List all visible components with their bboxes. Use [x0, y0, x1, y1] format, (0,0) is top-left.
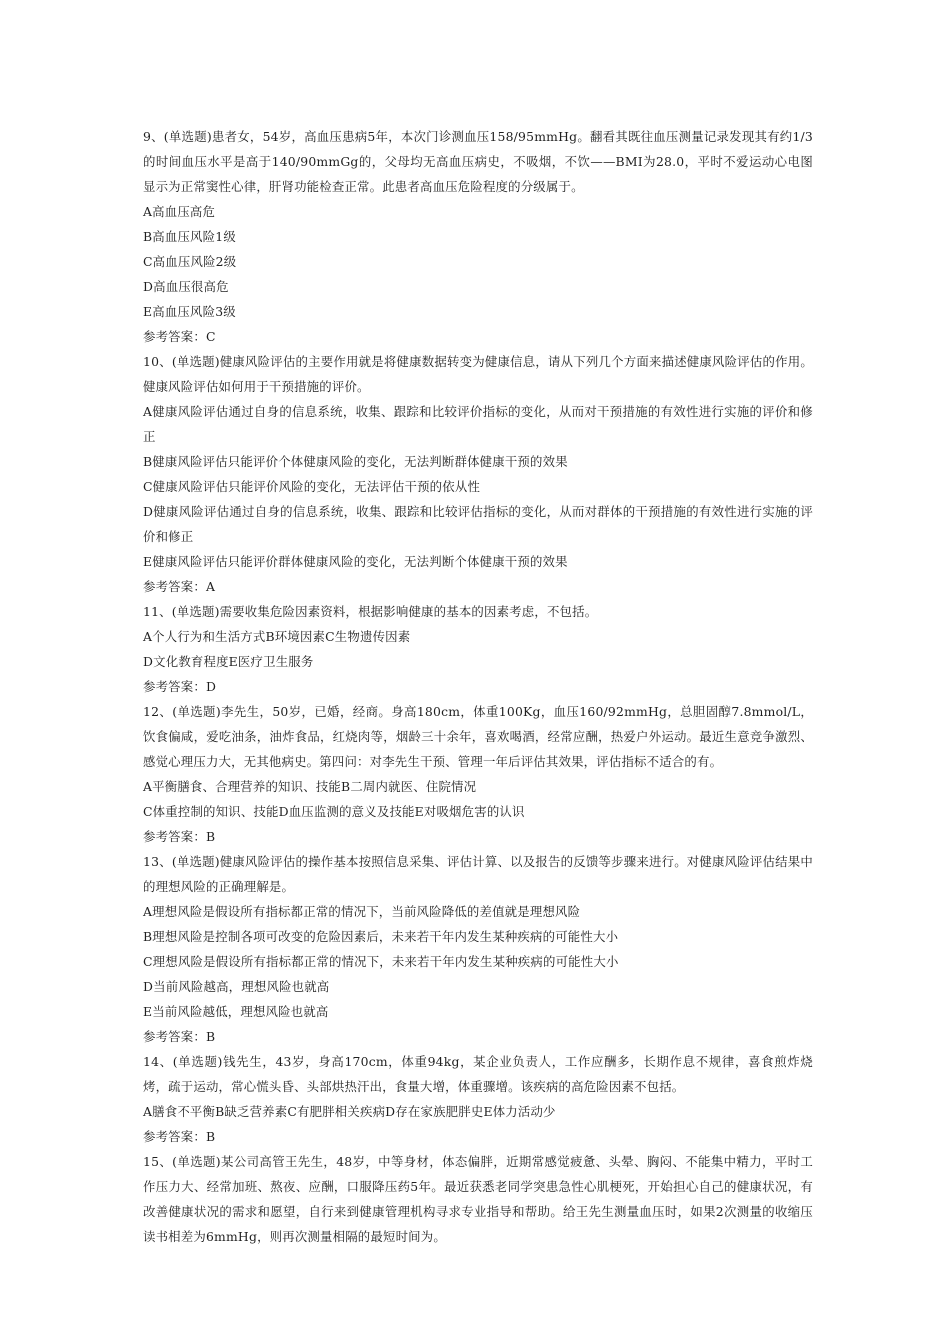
reference-answer: 参考答案：C	[143, 329, 216, 344]
reference-answer: 参考答案：A	[143, 579, 216, 594]
question-stem: 15、(单选题)某公司高管王先生，48岁，中等身材，体态偏胖，近期常感觉疲惫、头晕、胸闷、不能集中精力，平时工作压力大、经常加班、熬夜、应酬，口服降压药5年。最近获悉老同学突患急性心肌梗死，开始担心自己的健康状况，有改善健康状况的需求和愿望，自行来到健康管理机构寻求专业指导和帮助。给王先生测量血压时，如果2次测量的收缩压读书相差为6mmHg，则再次测量相隔的最短时间为。	[143, 1154, 813, 1244]
question-9	[143, 124, 813, 349]
option-a: A健康风险评估通过自身的信息系统，收集、跟踪和比较评价指标的变化，从而对干预措施的有效性进行实施的评价和修正	[143, 404, 813, 444]
options-line-1: A个人行为和生活方式B环境因素C生物遗传因素	[143, 629, 411, 644]
question-stem: 12、(单选题)李先生，50岁，已婚，经商。身高180cm，体重100Kg，血压160/92mmHg，总胆固醇7.8mmol/L，饮食偏咸，爱吃油条，油炸食品，红烧肉等，烟龄三十余年，喜欢喝酒，经常应酬，热爱户外运动。最近生意竞争激烈、感觉心理压力大，无其他病史。第四问：对李先生干预、管理一年后评估其效果，评估指标不适合的有。	[143, 704, 813, 769]
question-list	[143, 124, 813, 1249]
option-e: E当前风险越低，理想风险也就高	[143, 1004, 329, 1019]
question-stem: 14、(单选题)钱先生，43岁，身高170cm，体重94kg，某企业负责人，工作应酬多，长期作息不规律，喜食煎炸烧烤，疏于运动，常心慌头昏、头部烘热汗出，食量大增，体重骤增。该疾病的高危险因素不包括。	[143, 1054, 813, 1094]
option-e: E高血压风险3级	[143, 304, 236, 319]
question-stem: 11、(单选题)需要收集危险因素资料，根据影响健康的基本的因素考虑，不包括。	[143, 604, 598, 619]
question-12	[143, 699, 813, 849]
reference-answer: 参考答案：B	[143, 1129, 216, 1144]
option-d: D高血压很高危	[143, 279, 229, 294]
reference-answer: 参考答案：B	[143, 1029, 216, 1044]
question-stem: 9、(单选题)患者女，54岁，高血压患病5年，本次门诊测血压158/95mmHg。翻看其既往血压测量记录发现其有约1/3的时间血压水平是高于140/90mmGg的，父母均无高血压病史，不吸烟，不饮——BMI为28.0，平时不爱运动心电图显示为正常窦性心律，肝肾功能检查正常。此患者高血压危险程度的分级属于。	[143, 129, 813, 194]
option-b: B理想风险是控制各项可改变的危险因素后，未来若干年内发生某种疾病的可能性大小	[143, 929, 619, 944]
option-c: C理想风险是假设所有指标都正常的情况下，未来若干年内发生某种疾病的可能性大小	[143, 954, 619, 969]
option-e: E健康风险评估只能评价群体健康风险的变化，无法判断个体健康干预的效果	[143, 554, 568, 569]
question-11	[143, 599, 813, 699]
option-c: C健康风险评估只能评价风险的变化，无法评估干预的依从性	[143, 479, 481, 494]
options-line-1: A平衡膳食、合理营养的知识、技能B二周内就医、住院情况	[143, 779, 477, 794]
question-14	[143, 1049, 813, 1149]
option-d: D当前风险越高，理想风险也就高	[143, 979, 330, 994]
option-a: A高血压高危	[143, 204, 216, 219]
reference-answer: 参考答案：B	[143, 829, 216, 844]
question-15	[143, 1149, 813, 1249]
option-b: B高血压风险1级	[143, 229, 236, 244]
options-line-2: D文化教育程度E医疗卫生服务	[143, 654, 314, 669]
options-line-2: C体重控制的知识、技能D血压监测的意义及技能E对吸烟危害的认识	[143, 804, 525, 819]
option-b: B健康风险评估只能评价个体健康风险的变化，无法判断群体健康干预的效果	[143, 454, 568, 469]
question-13	[143, 849, 813, 1049]
question-stem: 13、(单选题)健康风险评估的操作基本按照信息采集、评估计算、以及报告的反馈等步骤来进行。对健康风险评估结果中的理想风险的正确理解是。	[143, 854, 813, 894]
option-d: D健康风险评估通过自身的信息系统，收集、跟踪和比较评估指标的变化，从而对群体的干预措施的有效性进行实施的评价和修正	[143, 504, 813, 544]
question-stem: 10、(单选题)健康风险评估的主要作用就是将健康数据转变为健康信息，请从下列几个方面来描述健康风险评估的作用。健康风险评估如何用于干预措施的评价。	[143, 354, 813, 394]
option-a: A理想风险是假设所有指标都正常的情况下，当前风险降低的差值就是理想风险	[143, 904, 581, 919]
options-line-1: A膳食不平衡B缺乏营养素C有肥胖相关疾病D存在家族肥胖史E体力活动少	[143, 1104, 556, 1119]
option-c: C高血压风险2级	[143, 254, 237, 269]
question-10	[143, 349, 813, 599]
reference-answer: 参考答案：D	[143, 679, 217, 694]
